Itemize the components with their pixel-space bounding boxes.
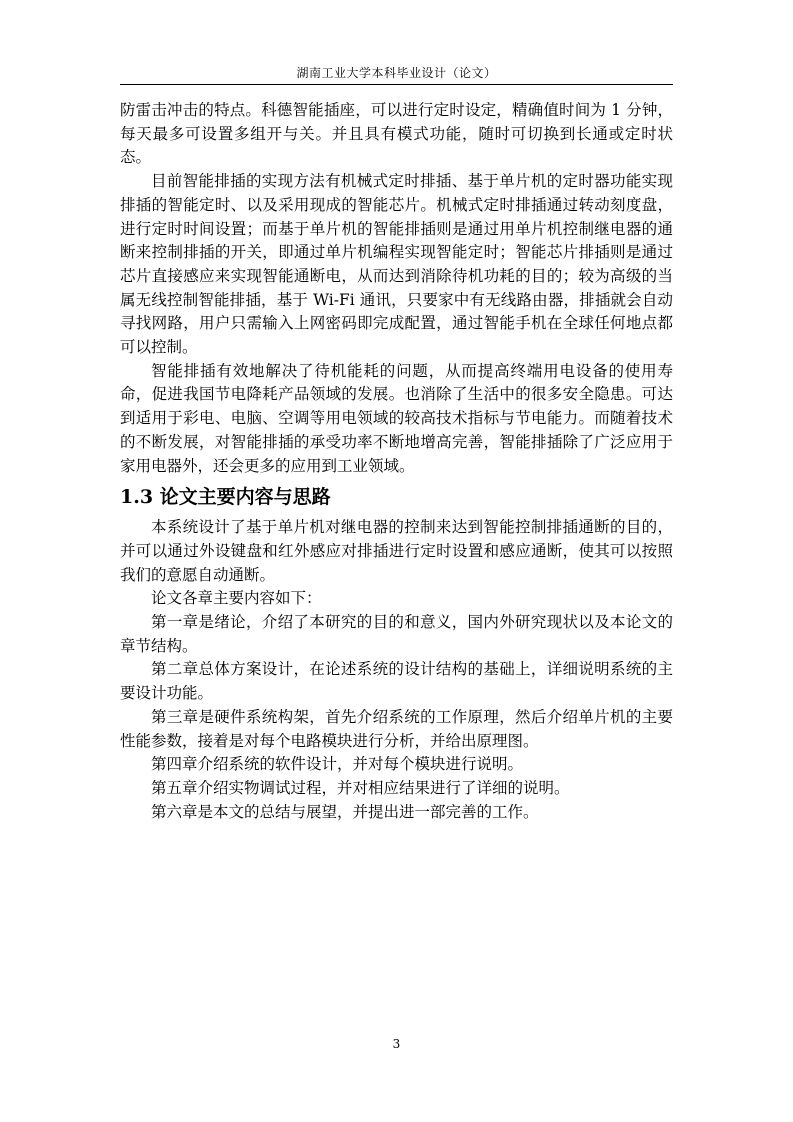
page-number: 3 (392, 1037, 401, 1051)
paragraph-chapter-2: 第二章总体方案设计，在论述系统的设计结构的基础上，详细说明系统的主要设计功能。 (120, 660, 673, 703)
page-header-title: 湖南工业大学本科毕业设计（论文） (296, 66, 497, 80)
paragraph-chapter-intro: 论文各章主要内容如下： (151, 589, 322, 608)
paragraph-continuation: 防雷击冲击的特点。科德智能插座，可以进行定时设定，精确值时间为 1 分钟，每天最多可设置多组开与关。并且具有模式功能，随时可切换到长通或定时状态。 (120, 101, 673, 167)
document-body (120, 99, 673, 824)
paragraph-chapter-6: 第六章是本文的总结与展望，并提出进一部完善的工作。 (151, 802, 539, 821)
paragraph-chapter-3: 第三章是硬件系统构架，首先介绍系统的工作原理，然后介绍单片机的主要性能参数，接着是对每个电路模块进行分析，并给出原理图。 (120, 707, 673, 750)
paragraph-benefits: 智能排插有效地解决了待机能耗的问题，从而提高终端用电设备的使用寿命，促进我国节电降耗产品领域的发展。也消除了生活中的很多安全隐患。可达到适用于彩电、电脑、空调等用电领域的较高技术指标与节电能力。而随着技术的不断发展，对智能排插的承受功率不断地增高完善，智能排插除了广泛应用于家用电器外，还会更多的应用到工业领域。 (120, 361, 673, 475)
paragraph-chapter-5: 第五章介绍实物调试过程，并对相应结果进行了详细的说明。 (151, 778, 570, 797)
section-heading: 1.3 论文主要内容与思路 (120, 486, 331, 509)
paragraph-implementation-methods: 目前智能排插的实现方法有机械式定时排插、基于单片机的定时器功能实现排插的智能定时、以及采用现成的智能芯片。机械式定时排插通过转动刻度盘，进行定时时间设置；而基于单片机的智能排插则是通过用单片机控制继电器的通断来控制排插的开关，即通过单片机编程实现智能定时；智能芯片排插则是通过芯片直接感应来实现智能通断电，从而达到消除待机功耗的目的；较为高级的当属无线控制智能排插，基于 Wi-Fi 通讯，只要家中有无线路由器，排插就会自动寻找网路，用户只需输入上网密码即完成配置，通过智能手机在全球任何地点都可以控制。 (120, 172, 673, 357)
paragraph-chapter-1: 第一章是绪论，介绍了本研究的目的和意义，国内外研究现状以及本论文的章节结构。 (120, 613, 673, 655)
paragraph-system-design: 本系统设计了基于单片机对继电器的控制来达到智能控制排插通断的目的，并可以通过外设键盘和红外感应对排插进行定时设置和感应通断，使其可以按照我们的意愿自动通断。 (120, 518, 673, 584)
paragraph-chapter-4: 第四章介绍系统的软件设计，并对每个模块进行说明。 (151, 755, 524, 774)
header-divider (120, 84, 673, 85)
